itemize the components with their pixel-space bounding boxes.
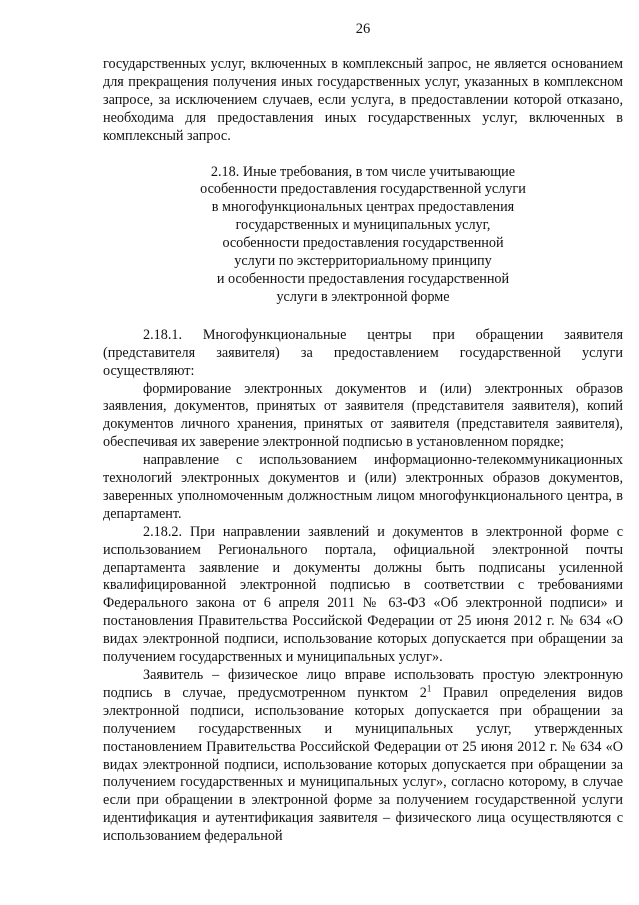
footnote-superscript: 1 <box>426 683 432 694</box>
paragraph-2-18-2: 2.18.2. При направлении заявлений и документов в электронной форме с использованием Регионального портала, официальной электронной почты департамента заявление и документы должны быть подписаны усиленной квалифицированной электронной подписью в соответствии с требованиями Федерального закона от 6 апреля 2011 № 63-ФЗ «Об электронной подписи» и постановления Правительства Российской Федерации от 25 июня 2012 г. № 634 «О видах электронной подписи, использование которых допускается при обращении за получением государственных и муниципальных услуг». <box>103 523 623 666</box>
heading-line: услуги по экстерриториальному принципу <box>234 253 492 270</box>
heading-line: и особенности предоставления государственной <box>216 270 510 287</box>
applicant-text-part1: Заявитель – физическое лицо вправе использовать простую электронную подпись в случае, предусмотренном пунктом 2 <box>103 667 623 701</box>
heading-line: особенности предоставления государственной услуги <box>200 181 526 198</box>
heading-line: услуги в электронной форме <box>276 288 450 305</box>
heading-line: государственных и муниципальных услуг, <box>235 217 491 234</box>
heading-line: особенности предоставления государственной <box>222 235 504 252</box>
intro-paragraph: государственных услуг, включенных в комплексный запрос, не является основанием для прекращения получения иных государственных услуг, указанных в комплексном запросе, за исключением случаев, если услуга, в предоставлении которой отказано, необходима для предоставления иных государственных услуг, включенных в комплексный запрос. <box>103 56 623 144</box>
section-heading <box>103 164 623 307</box>
paragraph-forming-documents: формирование электронных документов и (или) электронных образов заявления, документов, принятых от заявителя (представителя заявителя), копий документов личного хранения, принятых от заявителя (представителя заявителя), обеспечивая их заверение электронной подписью в установленном порядке; <box>103 380 623 451</box>
applicant-text-part2: Правил определения видов электронной подписи, использование которых допускается при обращении за получением государственных и муниципальных услуг, утвержденных постановлением Правительства Российской Федерации от 25 июня 2012 г. № 634 «О видах электронной подписи, использование которых допускается при обращении за получением государственных и муниципальных услуг», согласно которому, в случае если при обращении в электронной форме за получением государственной услуги идентификация и аутентификация заявителя – физического лица осуществляются с использованием федеральной <box>103 684 624 845</box>
paragraph-applicant-signature <box>103 667 623 846</box>
heading-line: в многофункциональных центрах предоставления <box>211 199 515 216</box>
heading-line: 2.18. Иные требования, в том числе учитывающие <box>210 163 516 180</box>
document-page <box>103 20 623 846</box>
paragraph-2-18-1: 2.18.1. Многофункциональные центры при обращении заявителя (представителя заявителя) за предоставлением государственной услуги осуществляют: <box>103 326 623 379</box>
page-number: 26 <box>355 21 371 37</box>
paragraph-sending-documents: направление с использованием информационно-телекоммуникационных технологий электронных документов и (или) электронных образов документов, заверенных уполномоченным должностным лицом многофункционального центра, в департамент. <box>103 452 623 522</box>
